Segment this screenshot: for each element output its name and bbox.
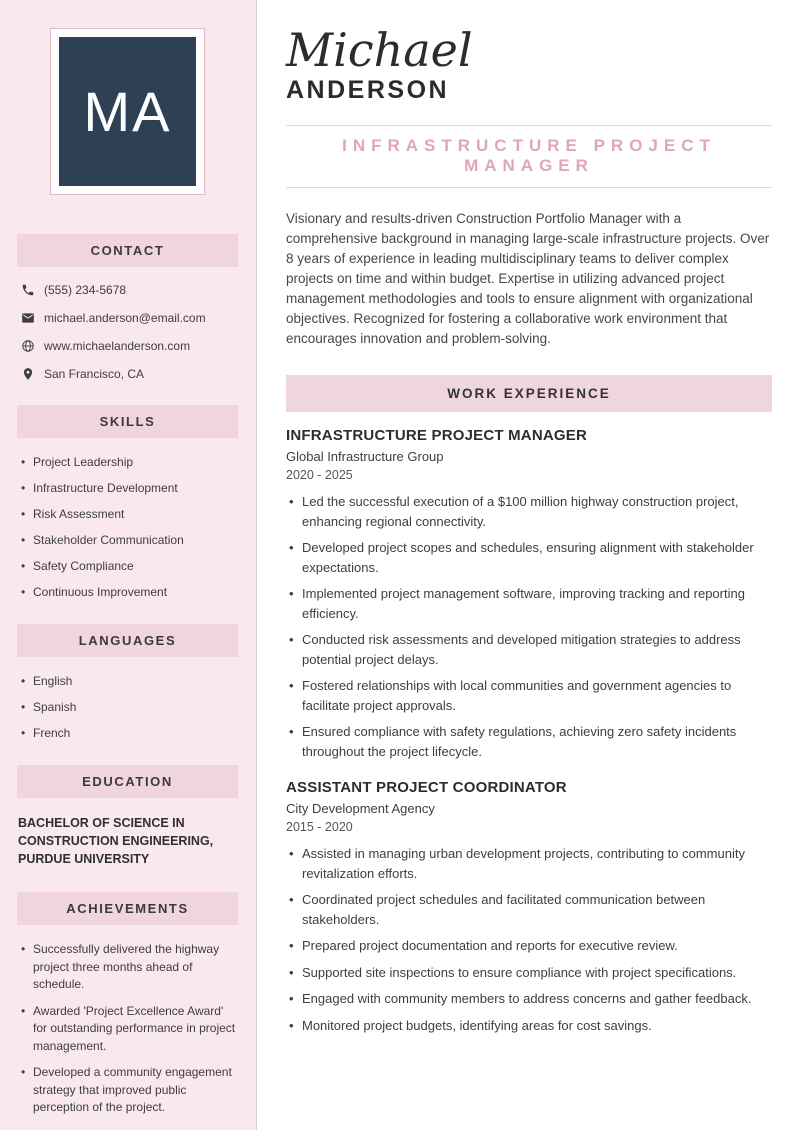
contact-phone-row — [17, 283, 238, 297]
location-icon — [21, 367, 35, 381]
avatar — [50, 28, 205, 195]
job-bullet: • Led the successful execution of a $100 million highway construction project, enhancing regional connectivity. — [286, 492, 772, 531]
work-experience-header: WORK EXPERIENCE — [286, 375, 772, 412]
skills-list — [17, 454, 238, 600]
skill-item: • Continuous Improvement — [21, 584, 238, 600]
achievement-item: • Developed a community engagement strategy that improved public perception of the project. — [21, 1064, 238, 1117]
job-company: City Development Agency — [286, 801, 435, 817]
skills-section-header: SKILLS — [17, 405, 238, 438]
contact-website-text: www.michaelanderson.com — [44, 339, 191, 353]
job-entry — [286, 779, 772, 1035]
contact-email-text: michael.anderson@email.com — [44, 311, 206, 325]
job-bullet: • Prepared project documentation and reports for executive review. — [286, 936, 772, 956]
achievements-section — [17, 892, 238, 1117]
contact-location-row — [17, 367, 238, 381]
globe-icon — [21, 339, 35, 353]
skill-item: • Safety Compliance — [21, 558, 238, 574]
job-bullet: • Ensured compliance with safety regulations, achieving zero safety incidents throughout the project lifecycle. — [286, 722, 772, 761]
job-bullet: • Coordinated project schedules and facilitated communication between stakeholders. — [286, 890, 772, 929]
contact-section — [17, 234, 238, 381]
job-bullet: • Conducted risk assessments and developed mitigation strategies to address potential project delays. — [286, 630, 772, 669]
education-degree: BACHELOR OF SCIENCE IN CONSTRUCTION ENGINEERING, PURDUE UNIVERSITY — [18, 816, 214, 866]
education-section-header: EDUCATION — [17, 765, 238, 798]
job-role: ASSISTANT PROJECT COORDINATOR — [286, 779, 567, 797]
phone-icon — [21, 283, 35, 297]
languages-section — [17, 624, 238, 741]
language-item: • English — [21, 673, 238, 689]
achievements-section-header: ACHIEVEMENTS — [17, 892, 238, 925]
contact-website-row — [17, 339, 238, 353]
job-bullet: • Supported site inspections to ensure compliance with project specifications. — [286, 963, 772, 983]
first-name: Michael — [286, 23, 473, 77]
job-bullet: • Monitored project budgets, identifying areas for cost savings. — [286, 1016, 772, 1036]
job-bullet: • Fostered relationships with local communities and government agencies to facilitate project approvals. — [286, 676, 772, 715]
education-section — [17, 765, 238, 868]
job-bullet: • Engaged with community members to address concerns and gather feedback. — [286, 989, 772, 1009]
job-entry — [286, 427, 772, 761]
avatar-monogram-box — [59, 37, 196, 186]
languages-list — [17, 673, 238, 741]
contact-phone-text: (555) 234-5678 — [44, 283, 127, 297]
last-name: ANDERSON — [286, 76, 450, 105]
achievement-item: • Awarded 'Project Excellence Award' for outstanding performance in project management. — [21, 1003, 238, 1056]
sidebar — [0, 0, 257, 1130]
language-item: • French — [21, 725, 238, 741]
job-bullet: • Assisted in managing urban development projects, contributing to community revitalization efforts. — [286, 844, 772, 883]
divider-bottom — [286, 187, 772, 188]
job-bullet: • Developed project scopes and schedules, ensuring alignment with stakeholder expectations. — [286, 538, 772, 577]
contact-section-header: CONTACT — [17, 234, 238, 267]
job-bullet-list — [286, 844, 772, 1035]
job-role: INFRASTRUCTURE PROJECT MANAGER — [286, 427, 588, 445]
job-dates: 2020 - 2025 — [286, 468, 353, 483]
contact-location-text: San Francisco, CA — [44, 367, 145, 381]
skill-item: • Risk Assessment — [21, 506, 238, 522]
job-bullet: • Implemented project management software, improving tracking and reporting efficiency. — [286, 584, 772, 623]
avatar-initials: MA — [83, 80, 172, 143]
job-bullet-list — [286, 492, 772, 761]
role-title: INFRASTRUCTURE PROJECT MANAGER — [342, 136, 716, 176]
contact-email-row — [17, 311, 238, 325]
skill-item: • Project Leadership — [21, 454, 238, 470]
job-dates: 2015 - 2020 — [286, 820, 353, 835]
job-company: Global Infrastructure Group — [286, 449, 444, 465]
languages-section-header: LANGUAGES — [17, 624, 238, 657]
email-icon — [21, 311, 35, 325]
language-item: • Spanish — [21, 699, 238, 715]
main-column — [257, 0, 800, 1130]
summary-paragraph: Visionary and results-driven Construction Portfolio Manager with a comprehensive background in managing large-scale infrastructure projects. Over 8 years of experience in leading multidisciplinary teams to deliver complex projects on time and within budget. Expertise in utilizing advanced project management methodologies and tools to ensure alignment with organizational objectives. Recognized for fostering a collaborative work environment that encourages innovation and problem-solving. — [286, 211, 770, 347]
skill-item: • Stakeholder Communication — [21, 532, 238, 548]
skill-item: • Infrastructure Development — [21, 480, 238, 496]
achievement-item: • Successfully delivered the highway project three months ahead of schedule. — [21, 941, 238, 994]
achievements-list — [17, 941, 238, 1117]
skills-section — [17, 405, 238, 600]
